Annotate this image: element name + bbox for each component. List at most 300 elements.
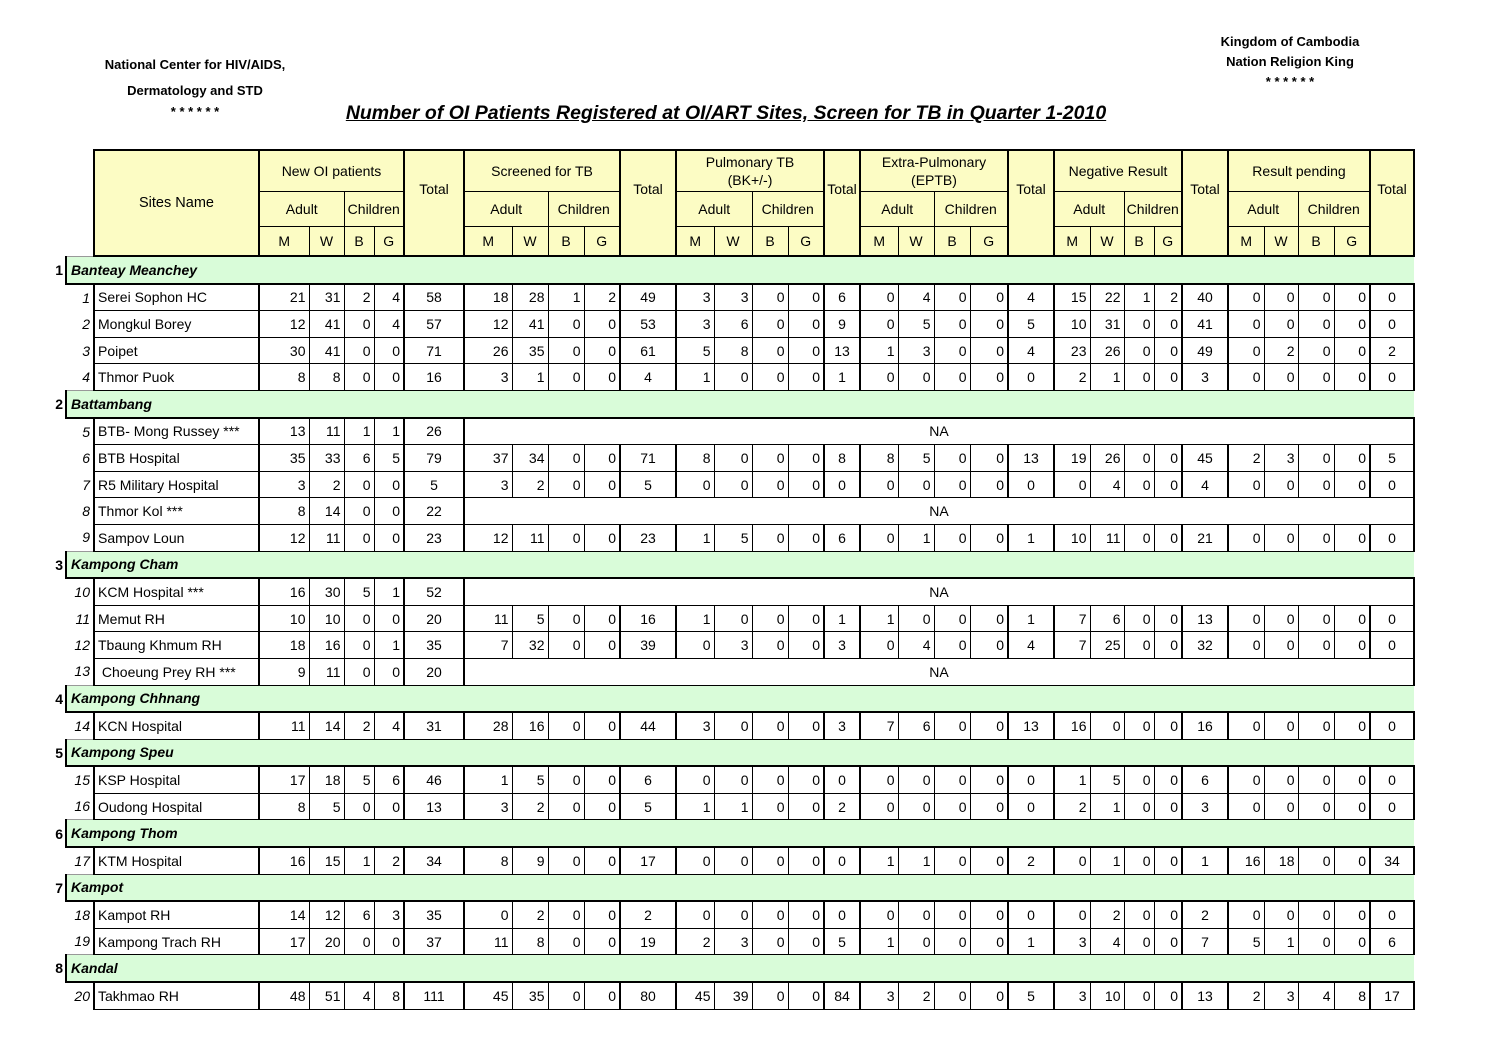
value-cell: 0 bbox=[860, 524, 898, 551]
value-cell: 35 bbox=[512, 982, 548, 1009]
oi-patients-table bbox=[46, 149, 1415, 1010]
value-cell: 0 bbox=[1264, 284, 1298, 311]
total-cell: 6 bbox=[1182, 766, 1228, 793]
adult-header: Adult bbox=[860, 192, 934, 227]
value-cell: 1 bbox=[676, 364, 714, 391]
value-cell: 0 bbox=[1154, 901, 1182, 928]
value-cell: 5 bbox=[1090, 766, 1124, 793]
site-number: 9 bbox=[82, 529, 90, 546]
value-cell: 0 bbox=[1090, 712, 1124, 739]
value-cell: 0 bbox=[1298, 766, 1334, 793]
value-cell: 0 bbox=[584, 766, 620, 793]
site-name: KCM Hospital *** bbox=[94, 578, 259, 605]
value-cell: 0 bbox=[1264, 605, 1298, 632]
w-header: W bbox=[898, 226, 934, 256]
value-cell: 0 bbox=[752, 284, 788, 311]
value-cell: 2 bbox=[512, 901, 548, 928]
value-cell: 16 bbox=[512, 712, 548, 739]
value-cell: 0 bbox=[1124, 847, 1154, 874]
adult-header: Adult bbox=[676, 192, 752, 227]
value-cell: 1 bbox=[676, 793, 714, 820]
total-cell: 17 bbox=[620, 847, 676, 874]
value-cell: 0 bbox=[1154, 311, 1182, 338]
total-cell: 58 bbox=[404, 284, 464, 311]
total-cell: 5 bbox=[1008, 982, 1054, 1009]
value-cell: 4 bbox=[1090, 471, 1124, 498]
value-cell: 0 bbox=[1124, 311, 1154, 338]
total-cell: 17 bbox=[1370, 982, 1414, 1009]
value-cell: 8 bbox=[374, 982, 404, 1009]
site-row bbox=[46, 847, 1414, 874]
b-header: B bbox=[1124, 226, 1154, 256]
value-cell: 0 bbox=[584, 712, 620, 739]
site-number: 19 bbox=[74, 933, 90, 950]
m-header: M bbox=[259, 226, 309, 256]
value-cell: 0 bbox=[1228, 901, 1264, 928]
value-cell: 11 bbox=[512, 524, 548, 551]
value-cell: 18 bbox=[464, 284, 512, 311]
total-cell: 34 bbox=[404, 847, 464, 874]
value-cell: 4 bbox=[1090, 928, 1124, 955]
value-cell: 18 bbox=[309, 766, 344, 793]
value-cell: 0 bbox=[548, 928, 584, 955]
value-cell: 8 bbox=[714, 337, 752, 364]
value-cell: 0 bbox=[1334, 901, 1370, 928]
value-cell: 0 bbox=[788, 605, 824, 632]
value-cell: 4 bbox=[1298, 982, 1334, 1009]
total-header: Total bbox=[1008, 150, 1054, 226]
row-spacer bbox=[46, 928, 66, 955]
value-cell: 1 bbox=[548, 284, 584, 311]
value-cell: 0 bbox=[934, 847, 970, 874]
total-cell: 0 bbox=[1370, 901, 1414, 928]
total-cell: 0 bbox=[1370, 364, 1414, 391]
total-cell: 2 bbox=[620, 901, 676, 928]
g-header: G bbox=[1334, 226, 1370, 256]
value-cell: 8 bbox=[259, 364, 309, 391]
value-cell: 4 bbox=[374, 284, 404, 311]
total-header-bottom bbox=[1182, 226, 1228, 256]
value-cell: 3 bbox=[1264, 982, 1298, 1009]
total-cell: 0 bbox=[1370, 311, 1414, 338]
value-cell: 6 bbox=[898, 712, 934, 739]
kingdom-header bbox=[1180, 32, 1400, 92]
value-cell: 3 bbox=[1054, 928, 1090, 955]
total-cell: 7 bbox=[1182, 928, 1228, 955]
value-cell: 0 bbox=[464, 901, 512, 928]
value-cell: 0 bbox=[714, 847, 752, 874]
site-name: Choeung Prey RH *** bbox=[94, 658, 259, 685]
value-cell: 0 bbox=[548, 712, 584, 739]
value-cell: 30 bbox=[259, 337, 309, 364]
value-cell: 0 bbox=[752, 766, 788, 793]
value-cell: 5 bbox=[309, 793, 344, 820]
value-cell: 1 bbox=[1090, 364, 1124, 391]
total-cell: 16 bbox=[620, 605, 676, 632]
row-spacer bbox=[46, 284, 66, 311]
value-cell: 0 bbox=[1298, 524, 1334, 551]
value-cell: 0 bbox=[788, 766, 824, 793]
value-cell: 0 bbox=[898, 928, 934, 955]
value-cell: 18 bbox=[259, 632, 309, 659]
total-cell: 111 bbox=[404, 982, 464, 1009]
row-spacer bbox=[46, 498, 66, 525]
group-header: Negative Result bbox=[1054, 150, 1182, 192]
value-cell: 1 bbox=[898, 524, 934, 551]
value-cell: 51 bbox=[309, 982, 344, 1009]
total-cell: 49 bbox=[620, 284, 676, 311]
value-cell: 6 bbox=[344, 901, 374, 928]
province-name: Banteay Meanchey bbox=[66, 256, 1414, 284]
value-cell: 0 bbox=[752, 982, 788, 1009]
value-cell: 0 bbox=[584, 847, 620, 874]
value-cell: 0 bbox=[1054, 847, 1090, 874]
value-cell: 0 bbox=[752, 632, 788, 659]
value-cell: 0 bbox=[970, 901, 1008, 928]
m-header: M bbox=[1054, 226, 1090, 256]
site-name: Serei Sophon HC bbox=[94, 284, 259, 311]
total-cell: 5 bbox=[1370, 445, 1414, 472]
value-cell: 45 bbox=[676, 982, 714, 1009]
total-cell: 4 bbox=[1182, 471, 1228, 498]
total-cell: 2 bbox=[1008, 847, 1054, 874]
value-cell: 10 bbox=[1090, 982, 1124, 1009]
value-cell: 0 bbox=[898, 793, 934, 820]
value-cell: 3 bbox=[464, 471, 512, 498]
value-cell: 0 bbox=[1124, 632, 1154, 659]
value-cell: 32 bbox=[512, 632, 548, 659]
value-cell: 0 bbox=[970, 766, 1008, 793]
header-spacer bbox=[46, 150, 94, 256]
value-cell: 9 bbox=[259, 658, 309, 685]
total-cell: 0 bbox=[1370, 712, 1414, 739]
value-cell: 0 bbox=[1124, 901, 1154, 928]
value-cell: 0 bbox=[374, 364, 404, 391]
value-cell: 0 bbox=[752, 712, 788, 739]
value-cell: 2 bbox=[584, 284, 620, 311]
total-cell: 0 bbox=[1370, 793, 1414, 820]
value-cell: 35 bbox=[512, 337, 548, 364]
province-row bbox=[46, 256, 1414, 284]
value-cell: 0 bbox=[1154, 445, 1182, 472]
row-spacer bbox=[46, 418, 66, 445]
value-cell: 16 bbox=[1054, 712, 1090, 739]
value-cell: 0 bbox=[788, 445, 824, 472]
site-number: 10 bbox=[74, 584, 90, 601]
value-cell: 3 bbox=[676, 311, 714, 338]
m-header: M bbox=[464, 226, 512, 256]
value-cell: 1 bbox=[344, 847, 374, 874]
total-cell: 6 bbox=[620, 766, 676, 793]
row-spacer bbox=[46, 793, 66, 820]
value-cell: 21 bbox=[259, 284, 309, 311]
not-available-cell: NA bbox=[464, 418, 1414, 445]
value-cell: 0 bbox=[548, 364, 584, 391]
value-cell: 6 bbox=[344, 445, 374, 472]
value-cell: 2 bbox=[1054, 364, 1090, 391]
value-cell: 0 bbox=[584, 445, 620, 472]
value-cell: 0 bbox=[970, 445, 1008, 472]
site-number: 16 bbox=[74, 798, 90, 815]
total-header: Total bbox=[1182, 150, 1228, 226]
value-cell: 16 bbox=[1228, 847, 1264, 874]
value-cell: 0 bbox=[548, 471, 584, 498]
value-cell: 0 bbox=[1154, 605, 1182, 632]
value-cell: 0 bbox=[584, 524, 620, 551]
value-cell: 0 bbox=[860, 471, 898, 498]
value-cell: 0 bbox=[1124, 928, 1154, 955]
value-cell: 0 bbox=[1334, 524, 1370, 551]
value-cell: 19 bbox=[1054, 445, 1090, 472]
value-cell: 0 bbox=[344, 337, 374, 364]
value-cell: 0 bbox=[1228, 284, 1264, 311]
total-cell: 0 bbox=[1370, 471, 1414, 498]
site-number: 11 bbox=[75, 610, 90, 627]
total-cell: 13 bbox=[1008, 445, 1054, 472]
value-cell: 0 bbox=[676, 471, 714, 498]
value-cell: 7 bbox=[860, 712, 898, 739]
value-cell: 8 bbox=[512, 928, 548, 955]
value-cell: 0 bbox=[1334, 766, 1370, 793]
m-header: M bbox=[676, 226, 714, 256]
total-cell: 0 bbox=[1008, 471, 1054, 498]
value-cell: 16 bbox=[309, 632, 344, 659]
value-cell: 0 bbox=[970, 471, 1008, 498]
value-cell: 0 bbox=[1124, 982, 1154, 1009]
total-cell: 84 bbox=[824, 982, 860, 1009]
total-cell: 61 bbox=[620, 337, 676, 364]
adult-header: Adult bbox=[259, 192, 344, 227]
value-cell: 0 bbox=[860, 766, 898, 793]
site-name: Memut RH bbox=[94, 605, 259, 632]
province-row bbox=[46, 874, 1414, 901]
value-cell: 0 bbox=[934, 793, 970, 820]
site-row bbox=[46, 632, 1414, 659]
value-cell: 12 bbox=[464, 524, 512, 551]
value-cell: 0 bbox=[344, 605, 374, 632]
value-cell: 28 bbox=[464, 712, 512, 739]
value-cell: 0 bbox=[584, 982, 620, 1009]
value-cell: 0 bbox=[860, 364, 898, 391]
total-cell: 2 bbox=[1182, 901, 1228, 928]
value-cell: 0 bbox=[752, 364, 788, 391]
value-cell: 31 bbox=[1090, 311, 1124, 338]
total-cell: 71 bbox=[404, 337, 464, 364]
value-cell: 0 bbox=[1154, 982, 1182, 1009]
value-cell: 0 bbox=[970, 337, 1008, 364]
site-row bbox=[46, 445, 1414, 472]
value-cell: 0 bbox=[898, 471, 934, 498]
total-cell: 0 bbox=[1008, 901, 1054, 928]
value-cell: 3 bbox=[714, 928, 752, 955]
value-cell: 0 bbox=[788, 284, 824, 311]
value-cell: 2 bbox=[676, 928, 714, 955]
total-cell: 13 bbox=[1008, 712, 1054, 739]
org-name: National Center for HIV/AIDS, bbox=[104, 57, 286, 72]
value-cell: 0 bbox=[1228, 793, 1264, 820]
value-cell: 8 bbox=[676, 445, 714, 472]
value-cell: 0 bbox=[1154, 471, 1182, 498]
value-cell: 0 bbox=[860, 901, 898, 928]
value-cell: 8 bbox=[259, 793, 309, 820]
value-cell: 1 bbox=[676, 605, 714, 632]
value-cell: 0 bbox=[1154, 337, 1182, 364]
site-name: KSP Hospital bbox=[94, 766, 259, 793]
value-cell: 7 bbox=[464, 632, 512, 659]
value-cell: 3 bbox=[259, 471, 309, 498]
value-cell: 0 bbox=[934, 524, 970, 551]
value-cell: 18 bbox=[1264, 847, 1298, 874]
total-cell: 4 bbox=[620, 364, 676, 391]
value-cell: 0 bbox=[584, 605, 620, 632]
value-cell: 3 bbox=[676, 712, 714, 739]
row-spacer bbox=[46, 311, 66, 338]
total-cell: 4 bbox=[1008, 284, 1054, 311]
province-row bbox=[46, 820, 1414, 847]
value-cell: 3 bbox=[1264, 445, 1298, 472]
total-cell: 5 bbox=[620, 471, 676, 498]
value-cell: 3 bbox=[714, 284, 752, 311]
value-cell: 3 bbox=[898, 337, 934, 364]
value-cell: 1 bbox=[464, 766, 512, 793]
province-number: 8 bbox=[55, 960, 63, 977]
value-cell: 3 bbox=[676, 284, 714, 311]
value-cell: 3 bbox=[374, 901, 404, 928]
value-cell: 11 bbox=[309, 418, 344, 445]
total-cell: 5 bbox=[1008, 311, 1054, 338]
adult-header: Adult bbox=[1228, 192, 1298, 227]
children-header: Children bbox=[1298, 192, 1370, 227]
site-number: 20 bbox=[74, 988, 90, 1005]
value-cell: 0 bbox=[788, 982, 824, 1009]
value-cell: 0 bbox=[970, 524, 1008, 551]
value-cell: 3 bbox=[464, 793, 512, 820]
value-cell: 0 bbox=[1228, 524, 1264, 551]
value-cell: 13 bbox=[259, 418, 309, 445]
value-cell: 0 bbox=[934, 605, 970, 632]
value-cell: 16 bbox=[259, 847, 309, 874]
site-number: 8 bbox=[82, 503, 90, 520]
value-cell: 2 bbox=[374, 847, 404, 874]
row-spacer bbox=[46, 658, 66, 685]
value-cell: 0 bbox=[934, 901, 970, 928]
value-cell: 2 bbox=[1264, 337, 1298, 364]
total-cell: 57 bbox=[404, 311, 464, 338]
total-cell: 0 bbox=[1370, 605, 1414, 632]
value-cell: 11 bbox=[259, 712, 309, 739]
value-cell: 0 bbox=[584, 928, 620, 955]
value-cell: 11 bbox=[309, 658, 344, 685]
value-cell: 3 bbox=[1054, 982, 1090, 1009]
row-spacer bbox=[46, 471, 66, 498]
value-cell: 11 bbox=[464, 928, 512, 955]
value-cell: 3 bbox=[860, 982, 898, 1009]
value-cell: 0 bbox=[548, 605, 584, 632]
value-cell: 28 bbox=[512, 284, 548, 311]
value-cell: 0 bbox=[1298, 605, 1334, 632]
total-cell: 5 bbox=[404, 471, 464, 498]
total-cell: 0 bbox=[1370, 524, 1414, 551]
b-header: B bbox=[344, 226, 374, 256]
value-cell: 0 bbox=[548, 524, 584, 551]
total-cell: 3 bbox=[1182, 364, 1228, 391]
value-cell: 2 bbox=[512, 793, 548, 820]
total-cell: 9 bbox=[824, 311, 860, 338]
total-cell: 0 bbox=[1370, 766, 1414, 793]
row-spacer bbox=[46, 632, 66, 659]
value-cell: 0 bbox=[1334, 847, 1370, 874]
w-header: W bbox=[714, 226, 752, 256]
site-row bbox=[46, 793, 1414, 820]
value-cell: 0 bbox=[1334, 284, 1370, 311]
province-number: 2 bbox=[55, 396, 63, 413]
value-cell: 48 bbox=[259, 982, 309, 1009]
row-spacer bbox=[46, 766, 66, 793]
children-header: Children bbox=[344, 192, 404, 227]
value-cell: 41 bbox=[512, 311, 548, 338]
value-cell: 0 bbox=[788, 793, 824, 820]
value-cell: 0 bbox=[970, 982, 1008, 1009]
site-number: 15 bbox=[74, 772, 90, 789]
total-cell: 0 bbox=[1008, 364, 1054, 391]
value-cell: 35 bbox=[259, 445, 309, 472]
value-cell: 0 bbox=[1298, 364, 1334, 391]
site-row bbox=[46, 982, 1414, 1009]
value-cell: 8 bbox=[309, 364, 344, 391]
total-cell: 35 bbox=[404, 901, 464, 928]
province-row bbox=[46, 685, 1414, 712]
value-cell: 1 bbox=[676, 524, 714, 551]
value-cell: 0 bbox=[344, 311, 374, 338]
value-cell: 1 bbox=[374, 578, 404, 605]
value-cell: 5 bbox=[714, 524, 752, 551]
total-cell: 46 bbox=[404, 766, 464, 793]
total-cell: 20 bbox=[404, 605, 464, 632]
value-cell: 0 bbox=[1124, 793, 1154, 820]
value-cell: 0 bbox=[898, 364, 934, 391]
site-row bbox=[46, 337, 1414, 364]
value-cell: 0 bbox=[1298, 284, 1334, 311]
value-cell: 0 bbox=[934, 712, 970, 739]
site-name: Takhmao RH bbox=[94, 982, 259, 1009]
value-cell: 0 bbox=[344, 471, 374, 498]
value-cell: 0 bbox=[1228, 766, 1264, 793]
value-cell: 0 bbox=[788, 364, 824, 391]
row-spacer bbox=[46, 901, 66, 928]
b-header: B bbox=[1298, 226, 1334, 256]
value-cell: 26 bbox=[1090, 337, 1124, 364]
value-cell: 2 bbox=[898, 982, 934, 1009]
value-cell: 0 bbox=[1124, 712, 1154, 739]
value-cell: 0 bbox=[1124, 471, 1154, 498]
value-cell: 0 bbox=[1228, 712, 1264, 739]
value-cell: 0 bbox=[788, 928, 824, 955]
total-header: Total bbox=[404, 150, 464, 226]
b-header: B bbox=[548, 226, 584, 256]
total-cell: 22 bbox=[404, 498, 464, 525]
value-cell: 7 bbox=[1054, 632, 1090, 659]
value-cell: 23 bbox=[1054, 337, 1090, 364]
value-cell: 0 bbox=[1124, 364, 1154, 391]
value-cell: 0 bbox=[1334, 793, 1370, 820]
value-cell: 0 bbox=[1154, 712, 1182, 739]
province-number: 4 bbox=[55, 690, 63, 707]
total-cell: 23 bbox=[620, 524, 676, 551]
total-cell: 3 bbox=[824, 632, 860, 659]
value-cell: 0 bbox=[1334, 364, 1370, 391]
m-header: M bbox=[1228, 226, 1264, 256]
value-cell: 0 bbox=[374, 471, 404, 498]
